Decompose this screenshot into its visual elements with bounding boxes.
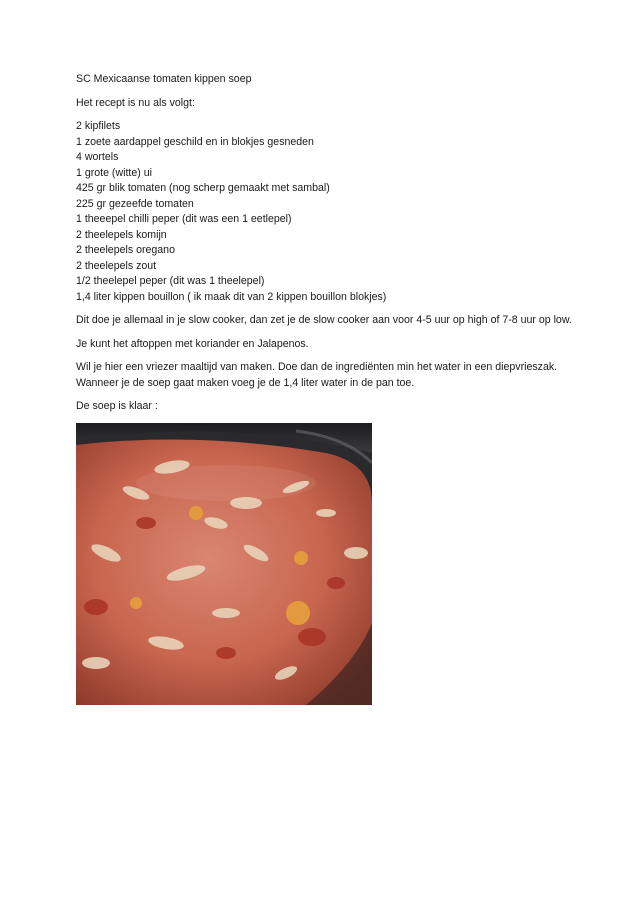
ingredient-item: 1 grote (witte) ui: [76, 166, 152, 179]
ingredient-item: 2 theelepels zout: [76, 259, 157, 272]
ingredient-item: 1,4 liter kippen bouillon ( ik maak dit van 2 kippen bouillon blokjes): [76, 290, 387, 303]
ingredient-item: 2 theelepels komijn: [76, 228, 167, 241]
recipe-document: [76, 72, 576, 705]
ingredient-item: 1/2 theelepel peper (dit was 1 theelepel): [76, 275, 265, 287]
ready-paragraph: De soep is klaar :: [76, 400, 158, 412]
ingredient-item: 4 wortels: [76, 151, 119, 163]
soup-photo: [76, 423, 372, 705]
ingredient-list: [76, 119, 576, 305]
recipe-title: SC Mexicaanse tomaten kippen soep: [76, 73, 252, 85]
ingredient-item: 2 theelepels oregano: [76, 244, 175, 256]
ingredient-item: 225 gr gezeefde tomaten: [76, 197, 194, 210]
topping-paragraph: Je kunt het aftoppen met koriander en Jalapenos.: [76, 337, 309, 350]
ingredient-item: 1 zoete aardappel geschild en in blokjes gesneden: [76, 135, 314, 148]
recipe-intro: Het recept is nu als volgt:: [76, 96, 195, 109]
ingredient-item: 1 theeepel chilli peper (dit was een 1 eetlepel): [76, 213, 292, 225]
instructions-paragraph: Dit doe je allemaal in je slow cooker, dan zet je de slow cooker aan voor 4-5 uur op high of 7-8 uur op low.: [76, 314, 572, 326]
freezer-paragraph: Wil je hier een vriezer maaltijd van maken. Doe dan de ingrediënten min het water in een diepvrieszak. Wanneer je de soep gaat maken voeg je de 1,4 liter water in de pan toe.: [76, 361, 558, 389]
ingredient-item: 2 kipfilets: [76, 120, 121, 132]
ingredient-item: 425 gr blik tomaten (nog scherp gemaakt met sambal): [76, 182, 330, 194]
